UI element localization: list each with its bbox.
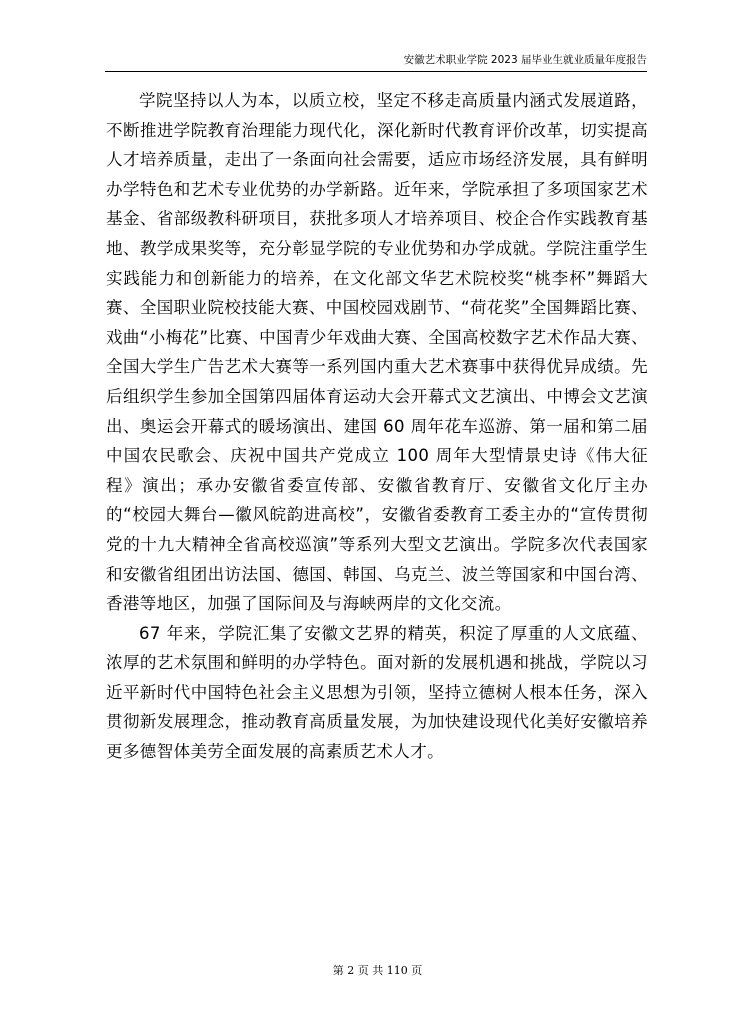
paragraph: 学院坚持以人为本，以质立校，坚定不移走高质量内涵式发展道路，不断推进学院教育治理能力现代化，深化新时代教育评价改革，切实提高人才培养质量，走出了一条面向社会需要，适应市场经济发展，具有鲜明办学特色和艺术专业优势的办学新路。近年来，学院承担了多项国家艺术基金、省部级教科研项目，获批多项人才培养项目、校企合作实践教育基地、教学成果奖等，充分彰显学院的专业优势和办学成就。学院注重学生实践能力和创新能力的培养，在文化部文华艺术院校奖“桃李杯”舞蹈大赛、全国职业院校技能大赛、中国校园戏剧节、“荷花奖”全国舞蹈比赛、戏曲“小梅花”比赛、中国青少年戏曲大赛、全国高校数字艺术作品大赛、全国大学生广告艺术大赛等一系列国内重大艺术赛事中获得优异成绩。先后组织学生参加全国第四届体育运动大会开幕式文艺演出、中博会文艺演出、奥运会开幕式的暖场演出、建国 60 周年花车巡游、第一届和第二届中国农民歌会、庆祝中国共产党成立 100 周年大型情景史诗《伟大征程》演出；承办安徽省委宣传部、安徽省教育厅、安徽省文化厅主办的“校园大舞台—徽风皖韵进高校”，安徽省委教育工委主办的“宣传贯彻党的十九大精神全省高校巡演”等系列大型文艺演出。学院多次代表国家和安徽省组团出访法国、德国、韩国、乌克兰、波兰等国家和中国台湾、香港等地区，加强了国际间及与海峡两岸的文化交流。 (106, 91, 648, 614)
header-divider (105, 71, 647, 72)
running-header: 安徽艺术职业学院 2023 届毕业生就业质量年度报告 (403, 54, 647, 66)
paragraph: 67 年来，学院汇集了安徽文艺界的精英，积淀了厚重的人文底蕴、浓厚的艺术氛围和鲜明的办学特色。面对新的发展机遇和挑战，学院以习近平新时代中国特色社会主义思想为引领，坚持立德树人根本任务，深入贯彻新发展理念，推动教育高质量发展，为加快建设现代化美好安徽培养更多德智体美劳全面发展的高素质艺术人才。 (106, 623, 648, 762)
body-text (106, 86, 648, 767)
page-number: 第 2 页 共 110 页 (332, 964, 423, 977)
